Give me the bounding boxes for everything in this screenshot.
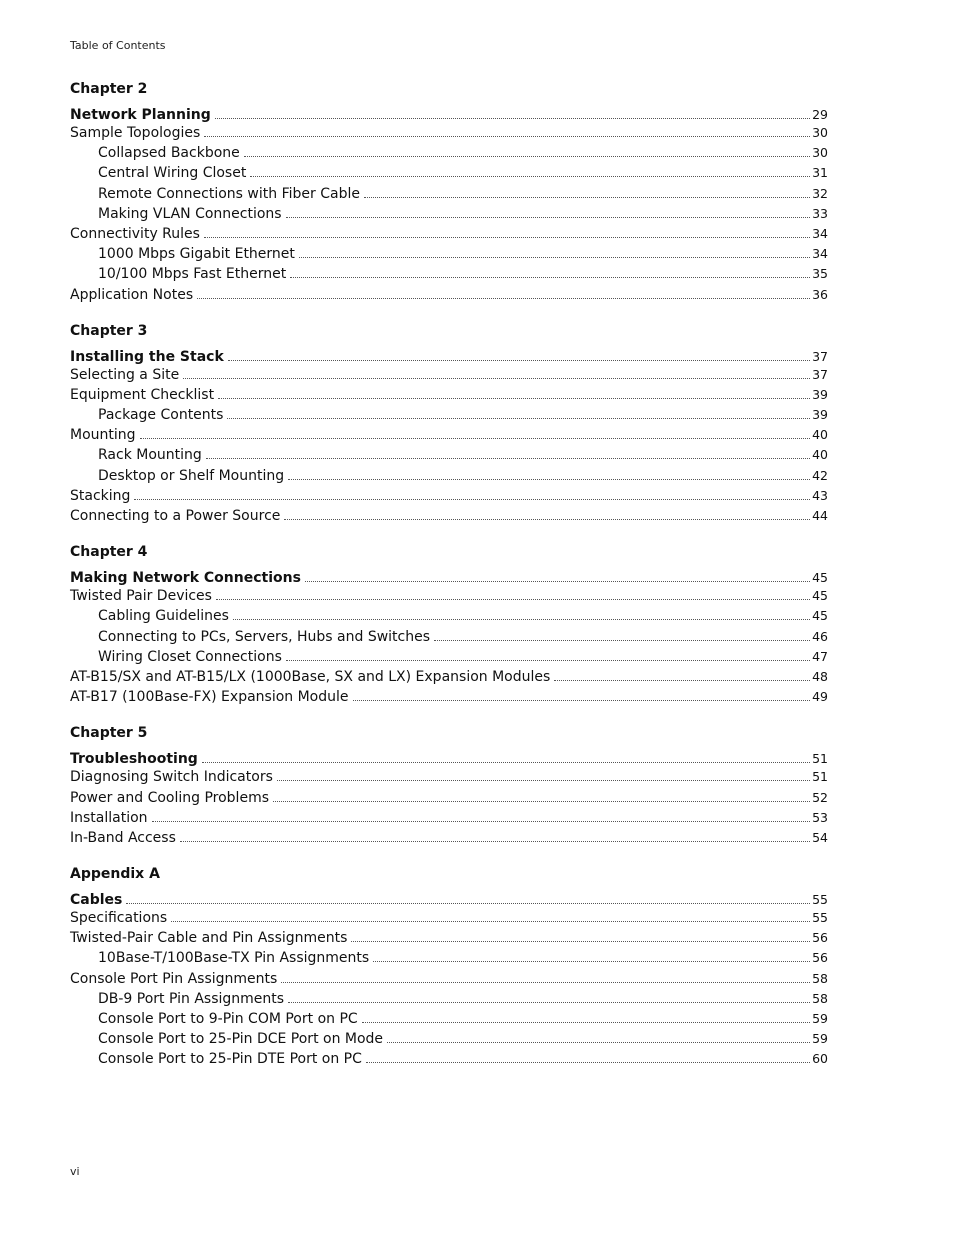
toc-entry-text: Cables bbox=[70, 892, 123, 909]
toc-entry-text: Making VLAN Connections bbox=[98, 205, 282, 222]
toc-entry[interactable] bbox=[70, 627, 828, 647]
toc-entry-text: Connecting to a Power Source bbox=[70, 508, 281, 524]
dot-leader bbox=[152, 820, 810, 822]
toc-page-number: 58 bbox=[812, 970, 828, 986]
toc-entry-text: Stacking bbox=[70, 487, 131, 504]
toc-entry[interactable] bbox=[70, 285, 828, 305]
toc-entry-text: Specifications bbox=[70, 910, 168, 927]
toc-entry[interactable] bbox=[70, 767, 828, 787]
chapter-label: Appendix A bbox=[70, 866, 160, 883]
toc-page-number: 45 bbox=[812, 608, 828, 624]
dot-leader bbox=[299, 256, 810, 258]
dot-leader bbox=[387, 1041, 810, 1043]
dot-leader bbox=[180, 840, 810, 842]
toc-page-number: 44 bbox=[812, 508, 828, 523]
dot-leader bbox=[554, 679, 810, 681]
toc-entry-text: Connecting to PCs, Servers, Hubs and Switches bbox=[98, 628, 431, 645]
dot-leader bbox=[227, 417, 810, 419]
toc-entry-text: Network Planning bbox=[70, 107, 211, 123]
toc-entry-text: Troubleshooting bbox=[70, 751, 198, 768]
dot-leader bbox=[353, 699, 810, 701]
toc-entry[interactable] bbox=[70, 163, 828, 183]
dot-leader bbox=[288, 1001, 810, 1003]
toc-page-number: 56 bbox=[812, 930, 828, 946]
toc-section bbox=[70, 80, 828, 305]
dot-leader bbox=[277, 779, 810, 781]
toc-entry[interactable] bbox=[70, 687, 828, 707]
toc-entry-text: Selecting a Site bbox=[70, 366, 180, 383]
toc-chapter-title[interactable] bbox=[70, 348, 828, 365]
toc-entry-text: Mounting bbox=[70, 427, 136, 444]
toc-section bbox=[70, 865, 828, 1070]
dot-leader bbox=[273, 800, 810, 802]
toc-entry-text: Application Notes bbox=[70, 286, 194, 303]
toc-entry-text: Rack Mounting bbox=[98, 447, 202, 464]
toc-page-number: 53 bbox=[812, 809, 828, 825]
toc-entry[interactable] bbox=[70, 385, 828, 405]
dot-leader bbox=[215, 117, 810, 119]
toc-page-number: 59 bbox=[812, 1031, 828, 1047]
toc-entry-text: Console Port to 9-Pin COM Port on PC bbox=[98, 1011, 358, 1027]
toc-chapter-title[interactable] bbox=[70, 569, 828, 586]
toc-page-number: 39 bbox=[812, 407, 828, 423]
toc-entry[interactable] bbox=[70, 586, 828, 606]
toc-page-number: 42 bbox=[812, 467, 828, 483]
chapter-label: Chapter 3 bbox=[70, 322, 148, 339]
toc-entry-text: Package Contents bbox=[98, 407, 224, 424]
dot-leader bbox=[373, 960, 810, 962]
toc-page-number: 40 bbox=[812, 427, 828, 443]
toc-page-number: 33 bbox=[812, 205, 828, 221]
dot-leader bbox=[250, 175, 810, 177]
toc-entry-text: 1000 Mbps Gigabit Ethernet bbox=[98, 246, 295, 263]
toc-entry[interactable] bbox=[70, 365, 828, 385]
toc-entry[interactable] bbox=[70, 143, 828, 163]
dot-leader bbox=[305, 580, 810, 582]
toc-entry-text: DB-9 Port Pin Assignments bbox=[98, 990, 285, 1007]
toc-entry[interactable] bbox=[70, 1009, 828, 1029]
toc-page-number: 45 bbox=[812, 588, 828, 604]
dot-leader bbox=[183, 377, 810, 379]
dot-leader bbox=[351, 940, 810, 942]
toc-page-number: 56 bbox=[812, 950, 828, 966]
dot-leader bbox=[286, 216, 810, 218]
toc-entry[interactable] bbox=[70, 184, 828, 204]
dot-leader bbox=[204, 135, 810, 137]
dot-leader bbox=[286, 659, 810, 661]
toc-entry-text: Making Network Connections bbox=[70, 570, 301, 587]
toc-entry-text: Console Port to 25-Pin DCE Port on Mode bbox=[98, 1031, 384, 1048]
toc-page-number: 55 bbox=[812, 892, 828, 908]
toc-page-number: 52 bbox=[812, 789, 828, 805]
toc-entry-text: Cabling Guidelines bbox=[98, 608, 229, 625]
toc-chapter-title[interactable] bbox=[70, 106, 828, 123]
dot-leader bbox=[244, 155, 810, 157]
toc-page-number: 30 bbox=[812, 145, 828, 161]
toc-entry[interactable] bbox=[70, 989, 828, 1009]
dot-leader bbox=[140, 437, 810, 439]
dot-leader bbox=[228, 359, 810, 361]
toc-page-number: 34 bbox=[812, 225, 828, 241]
dot-leader bbox=[434, 639, 810, 641]
toc-page-number: 55 bbox=[812, 910, 828, 926]
running-head: Table of Contents bbox=[70, 39, 166, 52]
toc-entry-text: AT-B15/SX and AT-B15/LX (1000Base, SX and LX) Expansion Modules bbox=[70, 668, 551, 685]
toc-entry[interactable] bbox=[70, 1029, 828, 1049]
toc-entry[interactable] bbox=[70, 204, 828, 224]
dot-leader bbox=[288, 478, 810, 480]
toc-entry-text: Desktop or Shelf Mounting bbox=[98, 467, 285, 484]
toc-page-number: 29 bbox=[812, 107, 828, 122]
toc-page-number: 48 bbox=[812, 668, 828, 684]
toc-page-number: 40 bbox=[812, 447, 828, 463]
toc-entry[interactable] bbox=[70, 425, 828, 445]
dot-leader bbox=[134, 498, 810, 500]
toc-page-number: 36 bbox=[812, 286, 828, 302]
toc-section bbox=[70, 543, 828, 707]
toc-entry-text: AT-B17 (100Base-FX) Expansion Module bbox=[70, 689, 349, 706]
dot-leader bbox=[171, 920, 810, 922]
toc-entry[interactable] bbox=[70, 948, 828, 968]
toc-entry[interactable] bbox=[70, 788, 828, 808]
toc-entry[interactable] bbox=[70, 506, 828, 526]
toc-entry[interactable] bbox=[70, 445, 828, 465]
toc-entry[interactable] bbox=[70, 486, 828, 506]
dot-leader bbox=[197, 297, 810, 299]
toc-entry-text: Equipment Checklist bbox=[70, 386, 215, 403]
toc-page-number: 47 bbox=[812, 648, 828, 664]
toc-entry-text: 10/100 Mbps Fast Ethernet bbox=[98, 266, 287, 283]
toc-page-number: 49 bbox=[812, 689, 828, 705]
toc-entry-text: Console Port Pin Assignments bbox=[70, 970, 278, 987]
toc-entry[interactable] bbox=[70, 264, 828, 284]
toc-entry[interactable] bbox=[70, 606, 828, 626]
toc-chapter-title[interactable] bbox=[70, 750, 828, 767]
chapter-label: Chapter 4 bbox=[70, 544, 148, 561]
toc-entry-text: 10Base-T/100Base-TX Pin Assignments bbox=[98, 950, 370, 967]
toc-entry[interactable] bbox=[70, 808, 828, 828]
table-of-contents bbox=[70, 80, 828, 1087]
chapter-label: Chapter 2 bbox=[70, 81, 148, 97]
toc-page-number: 35 bbox=[812, 266, 828, 282]
toc-entry-text: In-Band Access bbox=[70, 829, 176, 846]
toc-entry-text: Console Port to 25-Pin DTE Port on PC bbox=[98, 1051, 362, 1068]
toc-entry[interactable] bbox=[70, 224, 828, 244]
toc-entry[interactable] bbox=[70, 969, 828, 989]
toc-page-number: 30 bbox=[812, 125, 828, 140]
dot-leader bbox=[233, 618, 810, 620]
toc-entry-text: Installing the Stack bbox=[70, 348, 224, 365]
dot-leader bbox=[284, 518, 810, 520]
toc-entry-text: Wiring Closet Connections bbox=[98, 648, 282, 665]
toc-entry-text: Central Wiring Closet bbox=[98, 165, 247, 182]
toc-entry-text: Sample Topologies bbox=[70, 125, 201, 141]
toc-entry-text: Remote Connections with Fiber Cable bbox=[98, 185, 360, 202]
toc-entry[interactable] bbox=[70, 908, 828, 928]
dot-leader bbox=[206, 457, 810, 459]
toc-section bbox=[70, 322, 828, 527]
toc-page-number: 46 bbox=[812, 628, 828, 644]
toc-entry[interactable] bbox=[70, 928, 828, 948]
toc-section bbox=[70, 724, 828, 848]
dot-leader bbox=[204, 236, 810, 238]
toc-entry-text: Twisted-Pair Cable and Pin Assignments bbox=[70, 930, 348, 947]
toc-page-number: 34 bbox=[812, 246, 828, 262]
toc-entry-text: Installation bbox=[70, 809, 148, 826]
toc-page-number: 43 bbox=[812, 487, 828, 503]
dot-leader bbox=[364, 196, 810, 198]
toc-entry[interactable] bbox=[70, 244, 828, 264]
toc-page-number: 58 bbox=[812, 990, 828, 1006]
toc-entry-text: Connectivity Rules bbox=[70, 225, 200, 242]
toc-page-number: 60 bbox=[812, 1051, 828, 1067]
chapter-label: Chapter 5 bbox=[70, 725, 148, 742]
toc-entry[interactable] bbox=[70, 647, 828, 667]
dot-leader bbox=[362, 1021, 810, 1023]
toc-entry[interactable] bbox=[70, 123, 828, 143]
toc-entry-text: Collapsed Backbone bbox=[98, 145, 240, 162]
toc-page-number: 51 bbox=[812, 769, 828, 785]
toc-entry-text: Diagnosing Switch Indicators bbox=[70, 769, 273, 786]
toc-page-number: 51 bbox=[812, 751, 828, 767]
toc-entry[interactable] bbox=[70, 667, 828, 687]
toc-page-number: 59 bbox=[812, 1011, 828, 1026]
toc-page-number: 32 bbox=[812, 185, 828, 201]
toc-page-number: 54 bbox=[812, 829, 828, 845]
toc-page-number: 39 bbox=[812, 386, 828, 402]
page-number: vi bbox=[70, 1165, 80, 1178]
toc-page-number: 31 bbox=[812, 165, 828, 181]
toc-chapter-title[interactable] bbox=[70, 891, 828, 908]
dot-leader bbox=[281, 981, 810, 983]
dot-leader bbox=[202, 761, 810, 763]
dot-leader bbox=[126, 902, 810, 904]
toc-entry-text: Twisted Pair Devices bbox=[70, 588, 212, 605]
toc-entry[interactable] bbox=[70, 828, 828, 848]
dot-leader bbox=[366, 1061, 810, 1063]
toc-page-number: 45 bbox=[812, 570, 828, 586]
dot-leader bbox=[218, 397, 810, 399]
toc-page-number: 37 bbox=[812, 348, 828, 364]
toc-entry[interactable] bbox=[70, 405, 828, 425]
dot-leader bbox=[216, 598, 810, 600]
dot-leader bbox=[290, 276, 810, 278]
toc-page-number: 37 bbox=[812, 366, 828, 382]
toc-entry[interactable] bbox=[70, 1049, 828, 1069]
toc-entry[interactable] bbox=[70, 466, 828, 486]
toc-entry-text: Power and Cooling Problems bbox=[70, 789, 269, 806]
